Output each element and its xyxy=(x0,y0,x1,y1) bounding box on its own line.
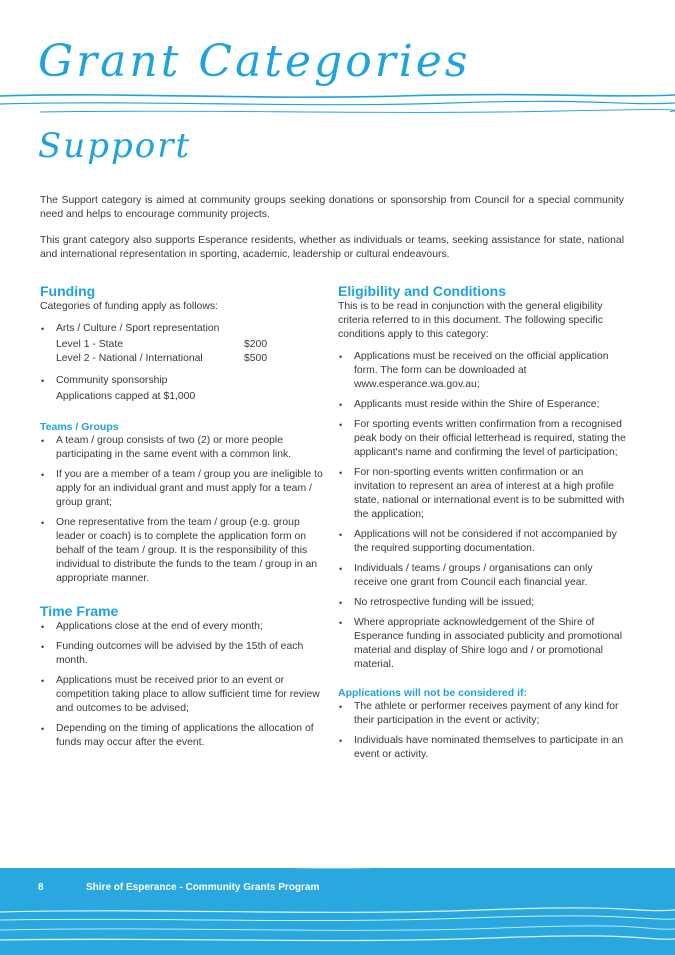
funding-item-arts: Arts / Culture / Sport representation xyxy=(56,323,220,334)
list-item: • Applications close at the end of every month; xyxy=(40,620,330,634)
list-item: • Where appropriate acknowledgement of the Shire of Esperance funding in associated publicity and promotional material and display of Shire logo and / or promotional material. xyxy=(338,616,626,672)
list-item: • Individuals / teams / groups / organisations can only receive one grant from Council each financial year. xyxy=(338,562,626,590)
list-item: • For non-sporting events written confirmation or an invitation to represent an area of interest at a high profile state, national or international event is to be submitted with the application; xyxy=(338,466,626,522)
teams-heading: Teams / Groups xyxy=(40,421,119,433)
level-amount: $500 xyxy=(244,353,268,364)
list-item: • One representative from the team / group (e.g. group leader or coach) is to complete the application form on behalf of the team / group. It is the responsibility of this individual to distribute the funds to the team / group in an appropriate manner. xyxy=(40,516,330,586)
funding-item-community: Community sponsorship xyxy=(56,375,168,386)
list-item: • For sporting events written confirmation from a recognised peak body on their official letterhead is required, stating the applicant's name and confirming the level of participation; xyxy=(338,418,626,460)
list-item: • Applications must be received prior to an event or competition taking place to allow sufficient time for review and outcomes to be advised; xyxy=(40,674,330,716)
funding-intro: Categories of funding apply as follows: xyxy=(40,301,218,312)
level-label: Level 1 - State xyxy=(56,339,124,350)
list-item: • The athlete or performer receives payment of any kind for their participation in the event or activity; xyxy=(338,700,626,728)
list-item: • Funding outcomes will be advised by the 15th of each month. xyxy=(40,640,330,668)
funding-cap-text: Applications capped at $1,000 xyxy=(56,391,196,402)
eligibility-intro: This is to be read in conjunction with the general eligibility criteria referred to in this document. The following specific conditions apply to this category: xyxy=(338,301,603,340)
list-item: • Depending on the timing of applications the allocation of funds may occur after the event. xyxy=(40,722,330,750)
level-label: Level 2 - National / International xyxy=(56,353,203,364)
eligibility-heading: Eligibility and Conditions xyxy=(338,283,506,299)
list-item: • No retrospective funding will be issued; xyxy=(338,596,626,610)
timeframe-heading: Time Frame xyxy=(40,603,119,619)
list-item: • Applications must be received on the official application form. The form can be downloaded at www.esperance.wa.gov.au; xyxy=(338,350,626,392)
intro-paragraph-2: This grant category also supports Esperance residents, whether as individuals or teams, seeking assistance for state, national and international representation in sporting, academic, leadership or cultural endeavours. xyxy=(40,235,624,260)
funding-heading: Funding xyxy=(40,283,96,299)
intro-paragraph-1: The Support category is aimed at community groups seeking donations or sponsorship from Council for a special community need and helps to encourage community projects. xyxy=(40,195,624,220)
list-item: • A team / group consists of two (2) or more people participating in the same event with a common link. xyxy=(40,434,330,462)
page-number: 8 xyxy=(38,882,44,893)
list-item: • Applicants must reside within the Shire of Esperance; xyxy=(338,398,626,412)
page-subtitle: Support xyxy=(38,126,192,166)
list-item: • If you are a member of a team / group you are ineligible to apply for an individual grant and must apply for a team / group grant; xyxy=(40,468,330,510)
list-item: • Individuals have nominated themselves to participate in an event or activity. xyxy=(338,734,626,762)
not-considered-heading: Applications will not be considered if: xyxy=(338,687,528,699)
footer-title: Shire of Esperance - Community Grants Program xyxy=(86,882,320,893)
list-item: • Applications will not be considered if not accompanied by the required supporting documentation. xyxy=(338,528,626,556)
page-title: Grant Categories xyxy=(38,36,471,87)
level-amount: $200 xyxy=(244,339,268,350)
